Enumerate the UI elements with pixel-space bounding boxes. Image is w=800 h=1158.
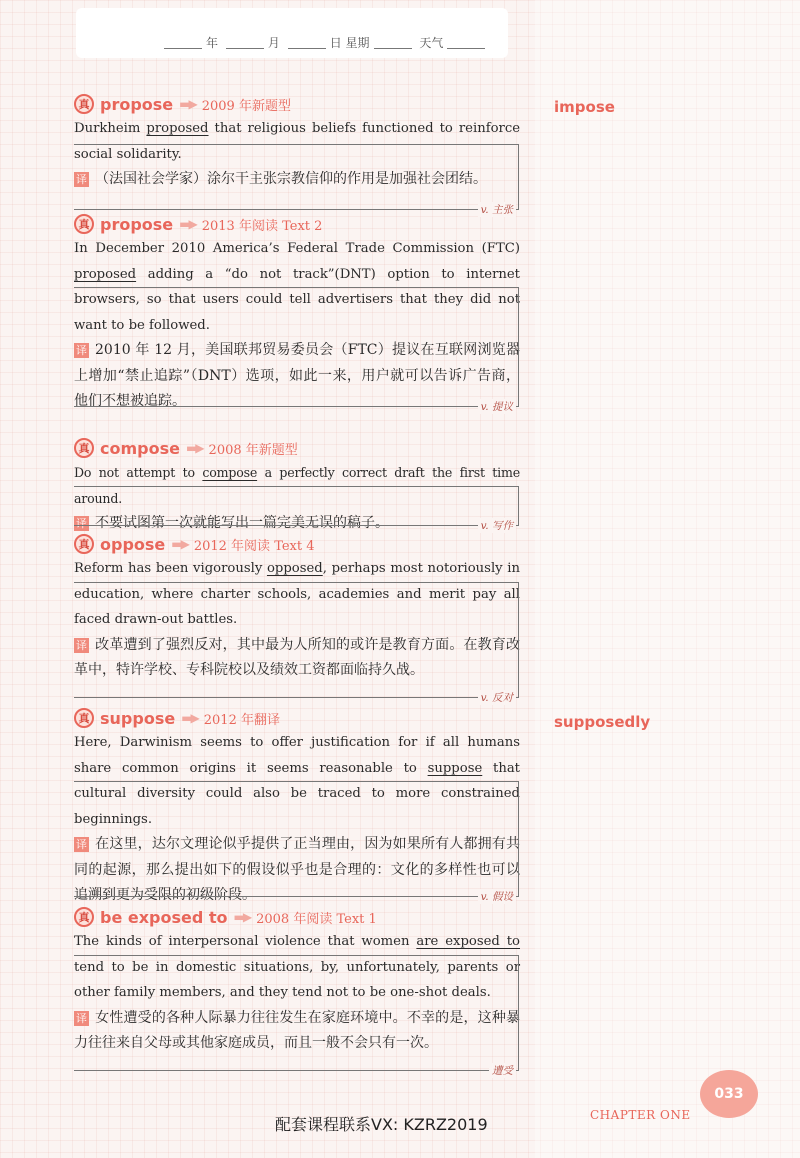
- keyword: opposed: [266, 561, 323, 576]
- zhen-badge-icon: 真: [74, 94, 94, 114]
- entry-bracket: [74, 144, 519, 216]
- vocab-entry: [74, 532, 520, 704]
- entry-bracket: [74, 955, 519, 1077]
- arrow-icon: ▬▶: [181, 711, 198, 725]
- entry-word: suppose: [100, 708, 176, 728]
- part-of-speech: v. 反对: [478, 690, 516, 705]
- yi-badge-icon: 译: [76, 638, 87, 652]
- date-weather-line: [160, 34, 489, 51]
- keyword: compose: [202, 465, 258, 480]
- entry-bracket: [74, 781, 519, 903]
- keyword: proposed: [74, 266, 137, 282]
- margin-word-impose: impose: [554, 98, 615, 116]
- zhen-badge-icon: 真: [74, 907, 94, 927]
- example-sentence: Do not attempt to compose a perfectly correct draft the first time around.: [74, 465, 520, 506]
- example-sentence: The kinds of interpersonal violence that women are exposed to tend to be in domestic situations, by, unfortunately, parents or other family members, and they tend not to be one-shot deals.: [74, 934, 520, 1000]
- entry-word: be exposed to: [100, 907, 228, 927]
- zhen-badge-icon: 真: [74, 534, 94, 554]
- vocab-entry: [74, 905, 520, 1077]
- entry-word: oppose: [100, 534, 166, 554]
- part-of-speech: v. 提议: [478, 399, 516, 414]
- chapter-label: CHAPTER ONE: [590, 1108, 691, 1122]
- weather-label: 天气: [419, 36, 444, 50]
- example-sentence: Durkheim proposed that religious beliefs functioned to reinforce social solidarity.: [74, 121, 521, 162]
- translation: 译 在这里，达尔文理论似乎提供了正当理由，因为如果所有人都拥有共同的起源，那么提出如下的假设似乎也是合理的：文化的多样性也可以追溯到更为受限的初级阶段。: [74, 836, 520, 903]
- margin-word-supposedly: supposedly: [554, 713, 651, 731]
- keyword: proposed: [146, 121, 209, 136]
- entry-source: 2013 年阅读 Text 2: [201, 218, 323, 234]
- entry-word: propose: [100, 214, 174, 234]
- day-label: 日: [329, 36, 342, 50]
- entry-bracket: [74, 486, 519, 532]
- vocab-entry: [74, 212, 520, 415]
- entry-source: 2012 年翻译: [203, 712, 280, 728]
- yi-badge-icon: 译: [76, 838, 87, 851]
- yi-badge-icon: 译: [76, 517, 87, 530]
- entry-source: 2008 年阅读 Text 1: [256, 911, 377, 927]
- arrow-icon: ▬▶: [179, 217, 196, 231]
- page-number-badge: 033: [700, 1070, 758, 1118]
- translation: 译 （法国社会学家）涂尔干主张宗教信仰的作用是加强社会团结。: [76, 171, 487, 187]
- entry-word: propose: [100, 94, 174, 114]
- vocab-entry: [74, 436, 520, 537]
- keyword: are exposed to: [416, 934, 520, 949]
- arrow-icon: ▬▶: [185, 441, 203, 455]
- zhen-badge-icon: 真: [74, 708, 94, 728]
- example-sentence: In December 2010 America’s Federal Trade Commission (FTC) proposed adding a “do not track”(DNT) option to internet browsers, so that users could tell advertisers that they did not want to be followed.: [74, 241, 520, 333]
- part-of-speech: 遭受: [489, 1063, 516, 1078]
- translation: 译 改革遭到了强烈反对，其中最为人所知的或许是教育方面。在教育改革中，特许学校、专科院校以及绩效工资都面临持久战。: [74, 636, 520, 678]
- zhen-badge-icon: 真: [74, 438, 94, 458]
- zhen-badge-icon: 真: [74, 214, 94, 234]
- translation: 译 女性遭受的各种人际暴力往往发生在家庭环境中。不幸的是，这种暴力往往来自父母或其他家庭成员，而且一般不会只有一次。: [74, 1009, 520, 1051]
- translation: 译 2010 年 12 月，美国联邦贸易委员会（FTC）提议在互联网浏览器上增加“禁止追踪”（DNT）选项，如此一来，用户就可以告诉广告商，他们不想被追踪。: [74, 342, 520, 409]
- part-of-speech: v. 写作: [478, 518, 516, 533]
- month-label: 月: [267, 36, 280, 50]
- entry-source: 2009 年新题型: [201, 98, 291, 114]
- year-label: 年: [206, 36, 219, 50]
- example-sentence: Here, Darwinism seems to offer justification for if all humans share common origins it seems reasonable to suppose that cultural diversity could also be traced to more constrained beginnings.: [74, 735, 520, 827]
- weekday-label: 星期: [345, 36, 370, 50]
- part-of-speech: v. 假设: [478, 889, 516, 904]
- vocab-entry: [74, 706, 520, 909]
- part-of-speech: v. 主张: [478, 202, 516, 217]
- arrow-icon: ▬▶: [233, 910, 251, 924]
- vocab-entry: [74, 92, 521, 216]
- entry-source: 2008 年新题型: [208, 442, 298, 458]
- arrow-icon: ▬▶: [179, 97, 196, 111]
- contact-watermark: 配套课程联系VX: KZRZ2019: [275, 1115, 488, 1134]
- yi-badge-icon: 译: [76, 173, 87, 186]
- entry-source: 2012 年阅读 Text 4: [193, 538, 315, 554]
- arrow-icon: ▬▶: [171, 537, 188, 551]
- entry-word: compose: [100, 438, 180, 458]
- keyword: suppose: [427, 760, 483, 776]
- translation: 译 不要试图第一次就能写出一篇完美无误的稿子。: [76, 515, 389, 531]
- entry-bracket: [74, 582, 519, 704]
- yi-badge-icon: 译: [76, 1011, 87, 1025]
- entry-bracket: [74, 287, 519, 413]
- yi-badge-icon: 译: [76, 344, 87, 357]
- example-sentence: Reform has been vigorously opposed, perhaps most notoriously in education, where charter schools, academies and merit pay all faced drawn-out battles.: [74, 561, 520, 627]
- margin-column: [535, 0, 800, 1158]
